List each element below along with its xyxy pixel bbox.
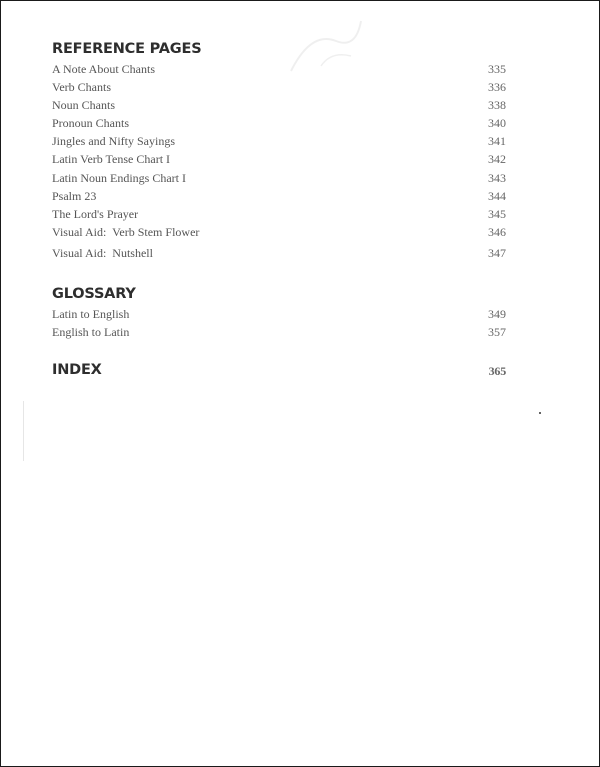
entry-page-number: 340 (488, 116, 506, 131)
index-page-number: 365 (488, 364, 506, 378)
toc-entry-psalm-23[interactable] (52, 187, 506, 205)
index-label: INDEX (52, 362, 102, 378)
entry-page-number: 341 (488, 134, 506, 149)
glossary-entries (52, 305, 506, 341)
entry-page-number: 342 (488, 152, 506, 167)
entry-page-number: 346 (488, 224, 506, 239)
section-title-index (52, 360, 506, 380)
toc-entry-latin-noun-endings-chart[interactable] (52, 169, 506, 187)
entry-page-number: 336 (488, 80, 506, 95)
entry-page-number: 338 (488, 98, 506, 113)
reference-pages-section (52, 39, 506, 262)
entry-page-number: 357 (488, 325, 506, 340)
entry-label: A Note About Chants (52, 62, 156, 76)
toc-entry-jingles-and-nifty-sayings[interactable] (52, 132, 506, 150)
entry-label: Jingles and Nifty Sayings (52, 134, 175, 149)
entry-label: Noun Chants (52, 98, 115, 113)
toc-entry-latin-verb-tense-chart[interactable] (52, 150, 506, 168)
entry-page-number: 344 (488, 188, 506, 203)
glossary-section (52, 284, 506, 341)
entry-page-number: 343 (488, 170, 506, 185)
entry-label: English to Latin (52, 325, 130, 340)
toc-entry-visual-aid-nutshell[interactable] (52, 244, 506, 262)
toc-entry-latin-to-english[interactable] (52, 305, 506, 323)
toc-entry-the-lords-prayer[interactable] (52, 205, 506, 223)
toc-entry-a-note-about-chants[interactable] (52, 60, 506, 78)
scan-edge-mark (23, 401, 24, 461)
index-section[interactable] (52, 360, 506, 380)
toc-entry-verb-chants[interactable] (52, 78, 506, 96)
section-title-reference: REFERENCE PAGES (52, 41, 202, 57)
entry-page-number: 345 (488, 206, 506, 221)
entry-page-number: 335 (488, 62, 506, 76)
reference-entries (52, 60, 506, 262)
entry-label: The Lord's Prayer (52, 206, 139, 221)
entry-label: Visual Aid: Verb Stem Flower (52, 224, 200, 239)
scan-speck (539, 412, 541, 414)
entry-page-number: 347 (488, 245, 506, 260)
entry-label: Latin Verb Tense Chart I (52, 152, 171, 167)
toc-entry-noun-chants[interactable] (52, 96, 506, 114)
entry-label: Verb Chants (52, 80, 111, 95)
entry-label: Latin Noun Endings Chart I (52, 170, 186, 185)
section-title-glossary: GLOSSARY (52, 286, 136, 302)
entry-label: Visual Aid: Nutshell (52, 245, 153, 260)
toc-entry-visual-aid-verb-stem-flower[interactable] (52, 223, 506, 241)
entry-label: Latin to English (52, 307, 130, 321)
toc-entry-english-to-latin[interactable] (52, 323, 506, 341)
entry-label: Psalm 23 (52, 188, 97, 203)
entry-label: Pronoun Chants (52, 116, 130, 131)
toc-entry-pronoun-chants[interactable] (52, 114, 506, 132)
entry-page-number: 349 (488, 307, 506, 321)
